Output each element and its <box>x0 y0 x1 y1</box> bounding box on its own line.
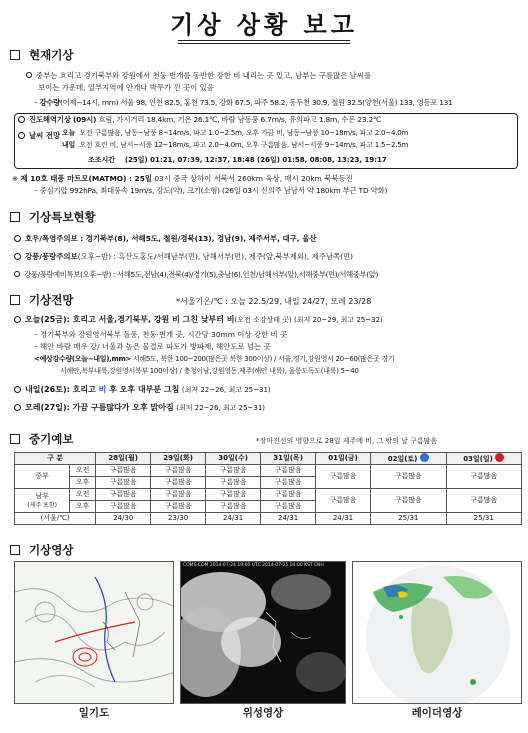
bullet-icon <box>14 404 21 411</box>
section-box-icon <box>10 434 20 444</box>
section-label: 기상영상 <box>29 543 74 557</box>
typhoon-detail: – 중심기압 992hPa, 최대풍속 19m/s, 강도(약), 크기(소형) (26일 03시 신의주 남남서 약 180km 부근 TD 약화) <box>34 186 388 195</box>
section-midterm <box>10 432 73 446</box>
weather-map-graphic <box>15 562 174 704</box>
bullet-icon <box>18 132 25 139</box>
column-header: 02일(토) <box>371 453 446 465</box>
column-header: 01일(금) <box>316 453 371 465</box>
current-summary: 중부는 흐리고 경기북부와 강원에서 천둥·번개를 동반한 강한 비 내리는 곳 있고, 남부는 구름많은 날씨를 <box>26 70 521 81</box>
seoul-temp: *서울기온/℃ : 오늘 22.5/29, 내일 24/27, 모레 23/28 <box>176 297 372 306</box>
radar-graphic <box>353 562 522 704</box>
caption-weather-map: 일기도 <box>78 707 110 719</box>
table-row: 남부 (제주 포함) 오전 구름많음 구름많음 구름많음 구름많음 구름많음 구름많음 구름많음 <box>15 489 522 501</box>
section-outlook <box>10 293 73 307</box>
title-underline <box>178 40 350 41</box>
bullet-icon <box>14 235 21 242</box>
outlook-today: 오늘(25금): 흐리고 서울,경기북부, 강원 비 그친 낮부터 비(오전 소강상태 곳) (최저 20~29, 최고 25~32) <box>14 314 524 326</box>
current-summary-2: 보이는 가운데, 일부지역에 안개나 박무가 낀 곳이 있음 <box>38 83 214 92</box>
bullet-icon <box>14 316 21 323</box>
weather-map-image <box>14 561 174 704</box>
bullet-icon <box>14 386 21 393</box>
section-box-icon <box>10 212 20 222</box>
satellite-header: COMS COM 2014-07-24 19:00 UTC 2014-07-25 04:00 KST ENH <box>183 563 324 568</box>
table-row: 오후 구름많음 구름많음 구름많음 구름많음 <box>15 477 522 489</box>
rainfall: – 강수량(어제~14시, mm) 서울 98, 인천 82.5, 홍천 73.5, 강화 67.5, 파주 58.2, 동두천 30.9, 철원 32.5(양천(서울) 133, 영등포 131 <box>34 98 453 107</box>
column-header: 28일(월) <box>96 453 151 465</box>
section-images <box>10 543 73 557</box>
bullet-icon <box>14 253 21 260</box>
section-label: 중기예보 <box>29 432 74 446</box>
column-header: 29일(화) <box>151 453 206 465</box>
bullet-icon <box>18 116 25 123</box>
tide-times: 조조시간 (25일) 01:21, 07:39, 12:37, 18:48 (26일) 01:58, 08:08, 13:23, 19:17 <box>88 156 387 164</box>
warning-wind: 강풍/풍랑주의보(오후~밤) : 흑산도홍도/서해남부(먼), 남해서부(먼), 제주(앞,북부제외), 제주남쪽(먼) <box>14 251 519 262</box>
section-warnings <box>10 210 96 224</box>
page-title: 기상 상황 보고 <box>170 11 358 39</box>
typhoon-info: ※ 제 10호 태풍 마트모(MATMO) : 25일 03시 중국 상하이 서북서 260km 육상, 매시 20km 북북동진 <box>12 174 353 183</box>
section-box-icon <box>10 295 20 305</box>
rain-sun-icon <box>420 453 429 462</box>
table-row: 오후 구름많음 구름많음 구름많음 구름많음 <box>15 501 522 513</box>
midterm-forecast-table <box>14 452 522 525</box>
table-row: (서울/℃) 24/30 23/30 24/31 24/31 24/31 25/31 25/31 <box>15 513 522 525</box>
section-box-icon <box>10 50 20 60</box>
column-header: 03일(일) <box>446 453 522 465</box>
section-label: 현재기상 <box>29 48 74 62</box>
outlook-tomorrow: 내일(26토): 흐리고 비 후 오후 대부분 그침 (최저 22~26, 최고 25~31) <box>14 384 524 396</box>
column-header: 30일(수) <box>206 453 261 465</box>
caption-satellite: 위성영상 <box>242 707 284 719</box>
satellite-image <box>180 561 346 704</box>
bullet-icon <box>26 72 32 78</box>
outlook-today-detail-2: – 해안 바람 매우 강/ 너울과 높은 물결로 파도가 방파제, 해안도로 넘는 곳 <box>34 342 271 351</box>
island-outlook-label: 날씨 전망 <box>18 131 62 141</box>
section-label: 기상전망 <box>29 293 74 307</box>
warning-heavy-rain: 호우/폭염주의보 : 경기북부(8), 서해5도, 철원/경북(13), 경남(9), 제주서부, 대구, 울산 <box>14 233 519 244</box>
radar-image <box>352 561 522 704</box>
satellite-graphic <box>181 562 346 704</box>
title-underline <box>178 43 350 44</box>
expected-rainfall: <예상강수량(오늘~내일),mm> 서해5도, 북한 100~200(많은곳 북한 300이상) / 서울,경기,강원영서 20~60(많은곳 경기 <box>34 355 395 363</box>
bullet-icon <box>14 271 20 277</box>
section-current <box>10 48 73 62</box>
midterm-note: *장마전선의 영향으로 28일 제주에 비, 그 밖의 날 구름많음 <box>256 437 438 445</box>
warning-preliminary: 강풍/풍랑예비특보(오후~밤) : 서해5도,전남(4),전북(4)/경기(5),충남(6),인천/남해서부(앞),서해중부(먼)/서해중부(앞) <box>14 269 524 280</box>
section-box-icon <box>10 545 20 555</box>
outlook-dayafter: 모레(27일): 가끔 구름많다가 오후 맑아짐 (최저 22~26, 최고 25~31) <box>14 402 524 414</box>
expected-rainfall-2: 서해안,북부내륙,강원영서북부 100이상) / 충청이남,강원영동,제주(해안 내륙), 울릉도독도(내륙) 5~40 <box>60 367 359 375</box>
cloud-rain-icon <box>495 453 504 462</box>
table-header-label: 구 분 <box>15 453 96 465</box>
island-weather: 진도해역기상 (09시) 흐림, 가시거리 18.4km, 기온 26.1℃, 바람 남동풍 6.7m/s, 유의파고 1.8m, 수온 23.2℃ <box>18 114 518 125</box>
outlook-today-detail-1: – 경기북부와 강원영서북부 돌풍, 천둥·번개 곳, 시간당 30mm 이상 강한 비 곳 <box>34 330 288 339</box>
table-row: 중부 오전 구름많음 구름많음 구름많음 구름많음 구름많음 구름많음 구름많음 <box>15 465 522 477</box>
caption-radar: 레이더영상 <box>411 707 463 719</box>
section-label: 기상특보현황 <box>29 210 96 224</box>
island-tomorrow: 내일 오전 흐린 비, 남서~서풍 12~18m/s, 파고 2.0~4.0m, 오후 구름많음, 남서~서풍 9~14m/s, 파고 1.5~2.5m <box>62 141 409 149</box>
island-today: 오늘 오전 구름많음, 남동~남풍 8~14m/s, 파고 1.0~2.5m, 오후 가끔 비, 남동~남풍 10~18m/s, 파고 2.0~4.0m <box>62 129 409 137</box>
column-header: 31일(목) <box>261 453 316 465</box>
